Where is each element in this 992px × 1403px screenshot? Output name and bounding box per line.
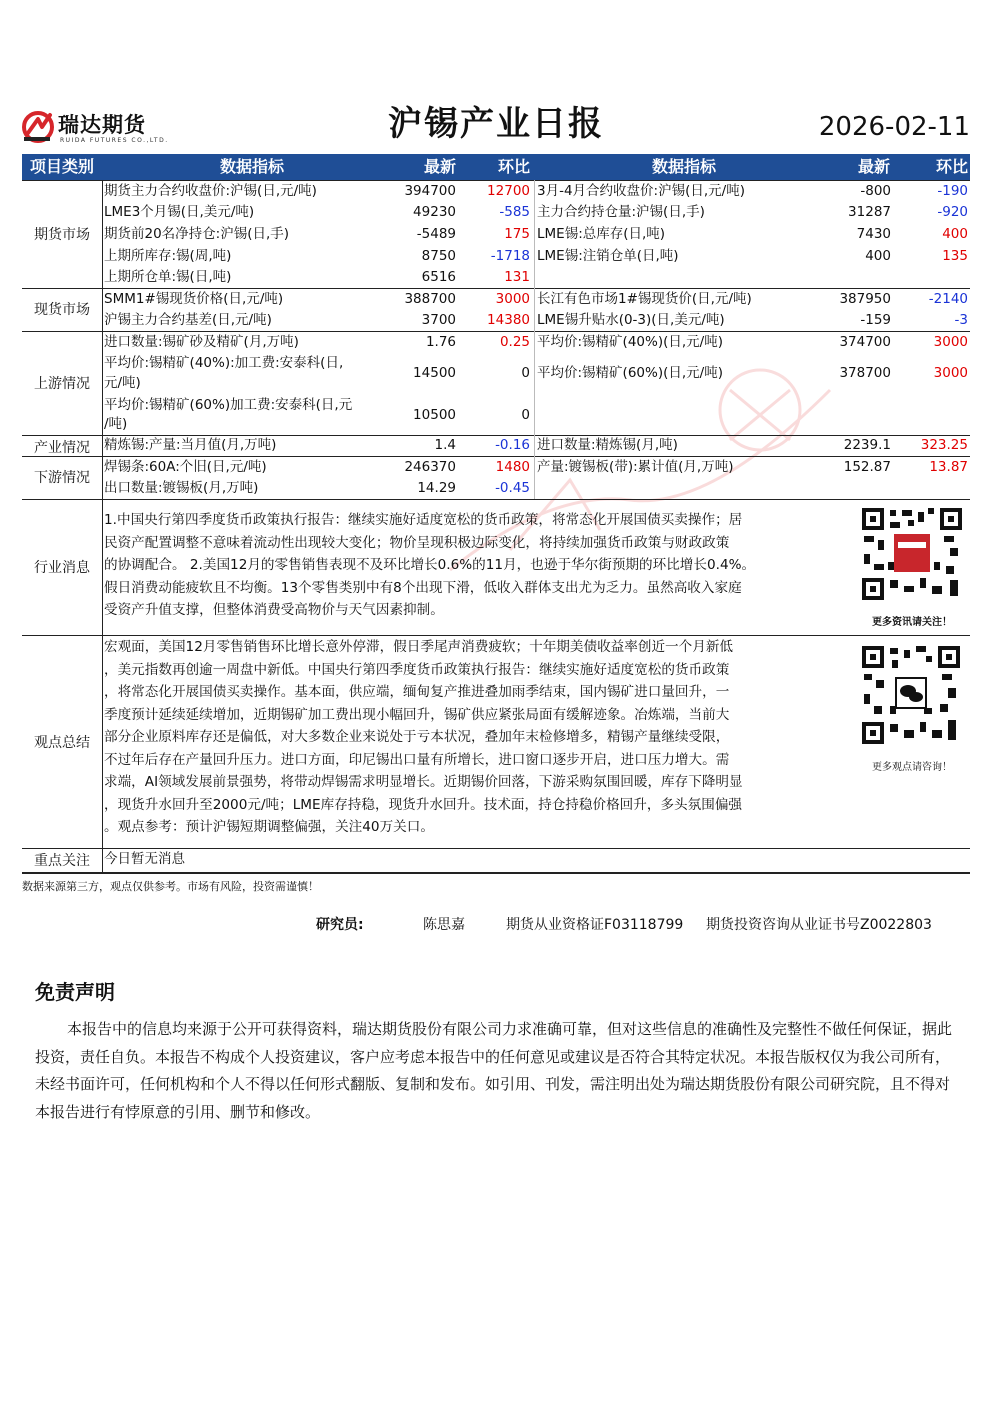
latest-value: 400 [865, 248, 891, 264]
change-value: -920 [937, 204, 968, 220]
change-value: -2140 [928, 291, 968, 307]
header-latest-left: 最新 [402, 154, 462, 180]
latest-value: 152.87 [843, 459, 891, 475]
data-table [22, 154, 970, 874]
researcher-license: 期货投资咨询从业证书号Z0022803 [706, 917, 932, 933]
latest-value: 1.76 [425, 334, 456, 350]
change-value: 175 [504, 226, 530, 242]
news-line: 1.中国央行第四季度货币政策执行报告：继续实施好适度宽松的货币政策，将常态化开展国债买卖操作；居 [104, 512, 743, 528]
change-value: 12700 [487, 183, 530, 199]
qr-caption: 更多观点请咨询！ [872, 762, 952, 773]
divider [22, 872, 970, 874]
indicator-name: 进口数量:精炼锡(月,吨) [537, 437, 678, 453]
indicator-name: 进口数量:锡矿砂及精矿(月,万吨) [104, 334, 299, 350]
view-text [104, 636, 804, 839]
view-line: 。观点参考：预计沪锡短期调整偏强，关注40万关口。 [104, 819, 434, 835]
news-text [104, 509, 804, 622]
latest-value: 14500 [413, 365, 456, 381]
change-value: 14380 [487, 312, 530, 328]
divider [534, 180, 535, 499]
view-line: 季度预计延续延续增加，近期锡矿加工费出现小幅回升，锡矿供应紧张局面有缓解迹象。冶炼端，当前大 [104, 706, 730, 723]
header-latest-right: 最新 [834, 154, 894, 180]
indicator-name: 平均价:锡精矿(60%)加工费:安泰科(日,元 [104, 397, 353, 413]
change-value: 3000 [933, 334, 968, 350]
change-value: -1718 [490, 248, 530, 264]
category-futures: 期货市场 [34, 227, 90, 243]
indicator-name: 沪锡主力合约基差(日,元/吨) [104, 312, 272, 328]
view-line: 不过年后存在产量回升压力。进口方面，印尼锡出口量有所增长，进口窗口逐步开启，进口压力增大。需 [104, 751, 730, 768]
latest-value: 14.29 [417, 480, 456, 496]
change-value: -0.16 [495, 437, 530, 453]
latest-value: 374700 [839, 334, 891, 350]
indicator-name: 3月-4月合约收盘价:沪锡(日,元/吨) [537, 183, 745, 199]
indicator-name: LME3个月锡(日,美元/吨) [104, 204, 255, 220]
category-focus: 重点关注 [34, 853, 90, 869]
view-line: ，现货升水回升至2000元/吨；LME库存持稳，现货升水回升。技术面，持仓持稳价格回升，多头氛围偏强 [104, 796, 743, 813]
indicator-name: 焊锡条:60A:个旧(日,元/吨) [104, 459, 267, 475]
divider [22, 499, 970, 500]
news-line: 民资产配置调整不意味着流动性出现较大变化；物价呈现积极边际变化，将持续加强货币政策与财政政策 [104, 534, 730, 551]
view-line: 求端，AI领域发展前景强势，将带动焊锡需求明显增长。近期锡价回落，下游采购氛围回暖，库存下降明显 [104, 774, 743, 790]
indicator-name: 上期所仓单:锡(日,吨) [104, 269, 232, 285]
view-line: ，将常态化开展国债买卖操作。基本面，供应端，缅甸复产推进叠加雨季结束，国内锡矿进口量回升，一 [104, 684, 730, 700]
indicator-name: 平均价:锡精矿(40%)(日,元/吨) [537, 334, 723, 350]
latest-value: 387950 [839, 291, 891, 307]
divider [102, 180, 103, 874]
header-indicator-left: 数据指标 [102, 154, 402, 180]
category-industry: 产业情况 [34, 440, 90, 456]
latest-value: 1.4 [434, 437, 456, 453]
header-change-right: 环比 [894, 154, 970, 180]
latest-value: -159 [860, 312, 891, 328]
latest-value: 10500 [413, 407, 456, 423]
latest-value: -800 [860, 183, 891, 199]
disclaimer-text: 本报告中的信息均来源于公开可获得资料，瑞达期货股份有限公司力求准确可靠，但对这些信息的准确性及完整性不做任何保证，据此投资，责任自负。本报告不构成个人投资建议，客户应考虑本报告中的任何意见或建议是否符合其特定状况。本报告版权仅为我公司所有，未经书面许可，任何机构和个人不得以任何形式翻版、复制和发布。如引用、刊发，需注明出处为瑞达期货股份有限公司研究院，且不得对本报告进行有悖原意的引用、删节和修改。 [35, 1020, 953, 1121]
change-value: 1480 [495, 459, 530, 475]
view-line: 宏观面，美国12月零售销售环比增长意外停滞，假日季尾声消费疲软；十年期美债收益率创近一个月新低 [104, 639, 734, 655]
news-line: 受资产升值支撑，但整体消费受高物价与天气因素抑制。 [104, 602, 444, 618]
indicator-name: 出口数量:镀锡板(月,万吨) [104, 480, 259, 496]
researcher-label: 研究员: [316, 917, 364, 933]
change-value: 3000 [495, 291, 530, 307]
latest-value: 3700 [421, 312, 456, 328]
change-value: 13.87 [929, 459, 968, 475]
indicator-name: 长江有色市场1#锡现货价(日,元/吨) [537, 291, 752, 307]
change-value: -3 [954, 312, 968, 328]
view-line: 部分企业原料库存还是偏低，对大多数企业来说处于亏本状况，叠加年末检修增多，精锡产量继续受限， [104, 729, 730, 745]
indicator-name: LME锡升贴水(0-3)(日,美元/吨) [537, 312, 725, 328]
change-value: 323.25 [920, 437, 968, 453]
latest-value: 6516 [421, 269, 456, 285]
qr-code-icon [860, 506, 964, 602]
report-date: 2026-02-11 [818, 112, 970, 142]
change-value: 0 [521, 407, 530, 423]
change-value: -585 [499, 204, 530, 220]
disclaimer-title: 免责声明 [35, 980, 115, 1004]
indicator-name: 平均价:锡精矿(60%)(日,元/吨) [537, 365, 723, 381]
qr-caption: 更多资讯请关注！ [872, 617, 952, 628]
indicator-name-cont: 元/吨) [104, 375, 141, 391]
indicator-name: 平均价:锡精矿(40%):加工费:安泰科(日, [104, 355, 344, 371]
latest-value: 2239.1 [843, 437, 891, 453]
change-value: 135 [942, 248, 968, 264]
change-value: 0.25 [499, 334, 530, 350]
change-value: 131 [504, 269, 530, 285]
view-line: ，美元指数再创逾一周盘中新低。中国央行第四季度货币政策执行报告：继续实施好适度宽松的货币政策 [104, 661, 730, 678]
indicator-name: 期货前20名净持仓:沪锡(日,手) [104, 226, 290, 242]
change-value: -0.45 [495, 480, 530, 496]
news-line: 假日消费动能疲软且不均衡。13个零售类别中有8个出现下滑，低收入群体支出尤为乏力。虽然高收入家庭 [104, 579, 742, 596]
latest-value: 394700 [404, 183, 456, 199]
change-value: 3000 [933, 365, 968, 381]
latest-value: 246370 [404, 459, 456, 475]
category-downstream: 下游情况 [34, 470, 90, 486]
qr-code-icon [860, 644, 962, 746]
indicator-name: SMM1#锡现货价格(日,元/吨) [104, 291, 284, 307]
indicator-name: LME锡:注销仓单(日,吨) [537, 248, 679, 264]
latest-value: 8750 [421, 248, 456, 264]
indicator-name: 主力合约持仓量:沪锡(日,手) [537, 204, 705, 220]
researcher-name: 陈思嘉 [423, 917, 465, 933]
change-value: 400 [942, 226, 968, 242]
indicator-name: 期货主力合约收盘价:沪锡(日,元/吨) [104, 183, 317, 199]
header-indicator-right: 数据指标 [534, 154, 834, 180]
category-upstream: 上游情况 [34, 376, 90, 392]
logo-text: 瑞达期货 [58, 113, 146, 137]
latest-value: 49230 [413, 204, 456, 220]
page-title: 沪锡产业日报 [388, 104, 604, 144]
latest-value: 388700 [404, 291, 456, 307]
category-view: 观点总结 [34, 735, 90, 751]
change-value: 0 [521, 365, 530, 381]
indicator-name: 产量:镀锡板(带):累计值(月,万吨) [537, 459, 734, 475]
data-source-note: 数据来源第三方，观点仅供参考。市场有风险，投资需谨慎！ [22, 880, 319, 893]
indicator-name: 精炼锡:产量:当月值(月,万吨) [104, 437, 277, 453]
latest-value: 7430 [856, 226, 891, 242]
category-news: 行业消息 [34, 560, 90, 576]
change-value: -190 [937, 183, 968, 199]
latest-value: 31287 [848, 204, 891, 220]
researcher-license: 期货从业资格证F03118799 [506, 917, 684, 933]
header-category: 项目类别 [22, 154, 102, 180]
logo-subtext: RUIDA FUTURES CO.,LTD. [60, 137, 169, 144]
header-change-left: 环比 [462, 154, 534, 180]
indicator-name-cont: /吨) [104, 416, 128, 432]
latest-value: 378700 [839, 365, 891, 381]
indicator-name: 上期所库存:锡(周,吨) [104, 248, 232, 264]
news-line: 的协调配合。 2.美国12月的零售销售表现不及环比增长0.6%的11月，也逊于华尔街预期的环比增长0.4%。 [104, 557, 756, 573]
latest-value: -5489 [416, 226, 456, 242]
focus-text: 今日暂无消息 [104, 851, 185, 867]
category-spot: 现货市场 [34, 302, 90, 318]
indicator-name: LME锡:总库存(日,吨) [537, 226, 666, 242]
